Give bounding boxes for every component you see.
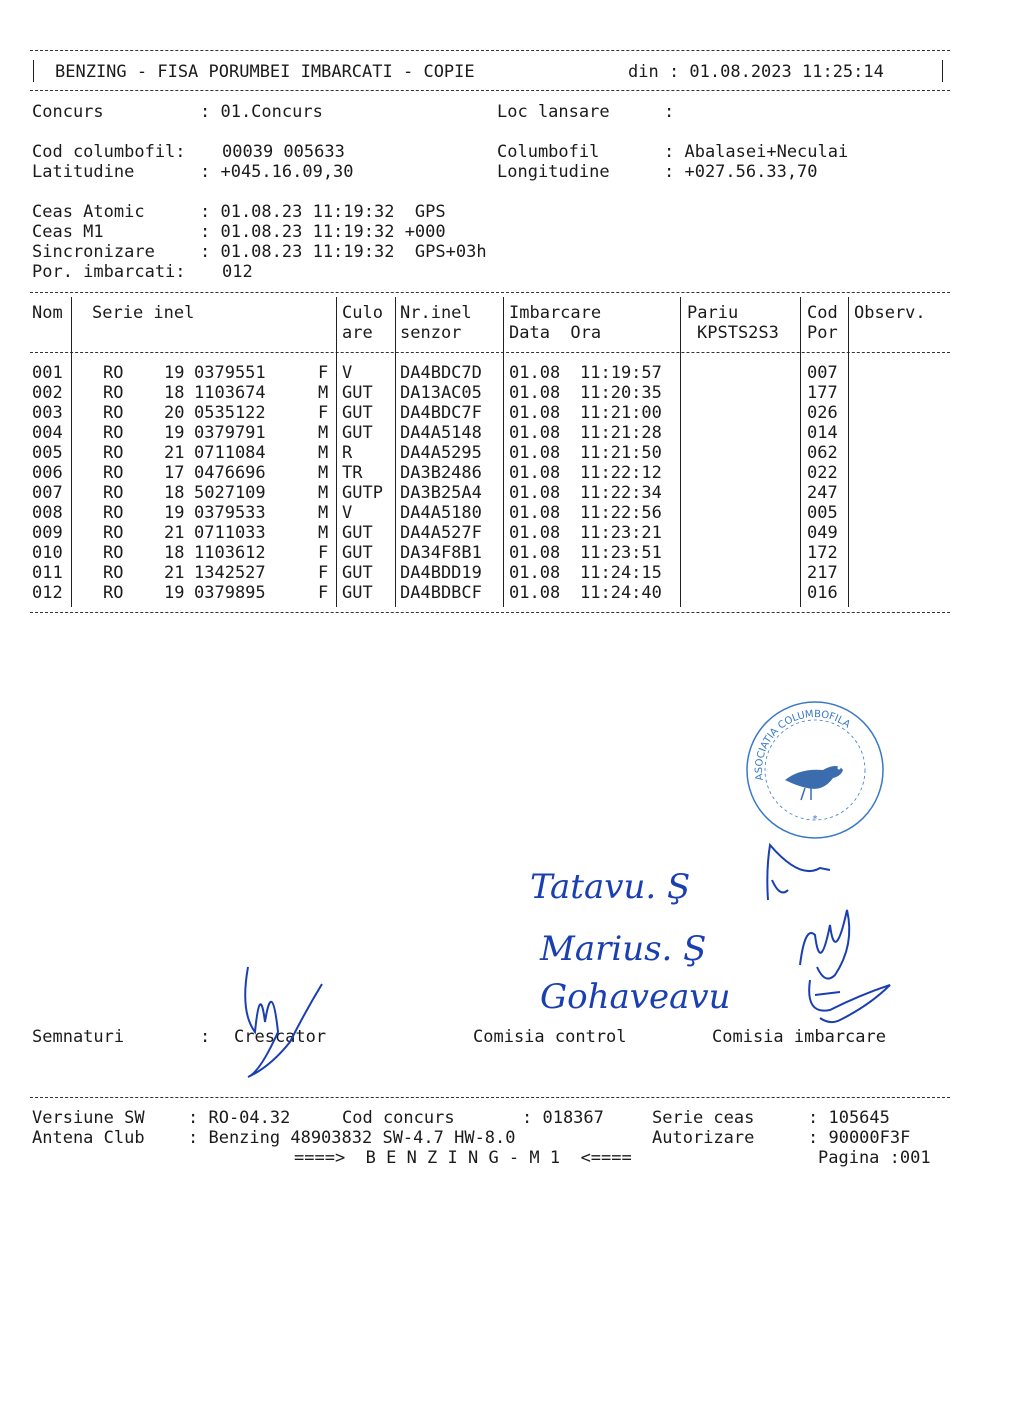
cell-an: 17 bbox=[164, 463, 185, 483]
semnaturi-colon: : bbox=[200, 1027, 211, 1047]
header-bottom-rule bbox=[30, 90, 950, 91]
handwritten-name-1 bbox=[530, 862, 760, 917]
cell-senzor: DA3B25A4 bbox=[400, 483, 482, 503]
cell-nom: 001 bbox=[32, 363, 63, 383]
svg-text:Tatavu. Ş: Tatavu. Ş bbox=[530, 867, 691, 907]
cell-data: 01.08 bbox=[509, 463, 561, 483]
cell-data: 01.08 bbox=[509, 423, 561, 443]
cod-columbofil-label: Cod columbofil: bbox=[32, 142, 186, 162]
col-culoare-header-1: Culo bbox=[342, 303, 383, 323]
antena-club-label: Antena Club bbox=[32, 1128, 145, 1148]
cell-cul: GUT bbox=[342, 423, 373, 443]
cell-tara: RO bbox=[103, 443, 124, 463]
cell-nom: 006 bbox=[32, 463, 63, 483]
cell-sex: M bbox=[318, 483, 329, 503]
cell-inel: 1103612 bbox=[194, 543, 266, 563]
cell-data: 01.08 bbox=[509, 403, 561, 423]
versiune-sw-value: : RO-04.32 bbox=[188, 1108, 291, 1128]
cell-senzor: DA34F8B1 bbox=[400, 543, 482, 563]
stamp-text: ASOCIATIA COLUMBOFILA bbox=[754, 708, 853, 782]
cell-cul: GUT bbox=[342, 403, 373, 423]
cell-inel: 1103674 bbox=[194, 383, 266, 403]
cell-sex: M bbox=[318, 423, 329, 443]
cell-nom: 007 bbox=[32, 483, 63, 503]
cell-senzor: DA4BDC7F bbox=[400, 403, 482, 423]
col-imbarcare-header-1: Imbarcare bbox=[509, 303, 602, 323]
cell-data: 01.08 bbox=[509, 563, 561, 583]
cell-tara: RO bbox=[103, 463, 124, 483]
cell-an: 18 bbox=[164, 483, 185, 503]
cell-ora: 11:24:40 bbox=[580, 583, 662, 603]
cell-cod: 022 bbox=[807, 463, 838, 483]
cell-sex: M bbox=[318, 503, 329, 523]
cell-inel: 0379533 bbox=[194, 503, 266, 523]
benzing-banner: ====> B E N Z I N G - M 1 <==== bbox=[294, 1148, 632, 1168]
header-left-border bbox=[33, 60, 34, 82]
cell-nom: 011 bbox=[32, 563, 63, 583]
cell-tara: RO bbox=[103, 383, 124, 403]
autorizare-value: : 90000F3F bbox=[808, 1128, 911, 1148]
cell-cul: GUTP bbox=[342, 483, 383, 503]
cell-tara: RO bbox=[103, 423, 124, 443]
cell-cod: 062 bbox=[807, 443, 838, 463]
cell-senzor: DA13AC05 bbox=[400, 383, 482, 403]
cell-nom: 009 bbox=[32, 523, 63, 543]
col-sep-4 bbox=[503, 297, 504, 607]
association-stamp bbox=[745, 700, 885, 840]
cod-concurs-label: Cod concurs bbox=[342, 1108, 455, 1128]
comisia-control-label: Comisia control bbox=[473, 1027, 627, 1047]
ceas-m1-label: Ceas M1 bbox=[32, 222, 104, 242]
cod-columbofil-value: 00039 005633 bbox=[222, 142, 345, 162]
latitudine-value: : +045.16.09,30 bbox=[200, 162, 354, 182]
cell-ora: 11:22:34 bbox=[580, 483, 662, 503]
svg-text:Marius. Ş: Marius. Ş bbox=[540, 929, 707, 969]
header-right-border bbox=[942, 60, 943, 82]
col-sep-1 bbox=[71, 297, 72, 607]
print-date: din : 01.08.2023 11:25:14 bbox=[628, 62, 884, 82]
ceas-m1-value: : 01.08.23 11:19:32 +000 bbox=[200, 222, 446, 242]
cell-nom: 012 bbox=[32, 583, 63, 603]
cell-cul: GUT bbox=[342, 583, 373, 603]
cell-nom: 004 bbox=[32, 423, 63, 443]
comisia-imbarcare-label: Comisia imbarcare bbox=[712, 1027, 886, 1047]
col-nrinel-header-1: Nr.inel bbox=[400, 303, 472, 323]
cell-ora: 11:24:15 bbox=[580, 563, 662, 583]
cell-sex: F bbox=[318, 403, 329, 423]
longitudine-label: Longitudine bbox=[497, 162, 610, 182]
handwritten-signature-1 bbox=[760, 840, 850, 915]
cell-cul: R bbox=[342, 443, 353, 463]
cell-nom: 003 bbox=[32, 403, 63, 423]
handwritten-name-2 bbox=[540, 922, 780, 977]
pigeon-icon bbox=[785, 766, 843, 800]
cell-inel: 0476696 bbox=[194, 463, 266, 483]
cell-senzor: DA4A5180 bbox=[400, 503, 482, 523]
cell-ora: 11:23:21 bbox=[580, 523, 662, 543]
cell-cod: 016 bbox=[807, 583, 838, 603]
autorizare-label: Autorizare bbox=[652, 1128, 755, 1148]
cell-ora: 11:22:12 bbox=[580, 463, 662, 483]
cell-tara: RO bbox=[103, 503, 124, 523]
cell-senzor: DA4BDC7D bbox=[400, 363, 482, 383]
cell-cod: 014 bbox=[807, 423, 838, 443]
cell-an: 20 bbox=[164, 403, 185, 423]
svg-text:Gohaveavu: Gohaveavu bbox=[540, 977, 731, 1017]
cell-cod: 217 bbox=[807, 563, 838, 583]
cell-an: 21 bbox=[164, 443, 185, 463]
cell-inel: 0379895 bbox=[194, 583, 266, 603]
col-cod-header-1: Cod bbox=[807, 303, 838, 323]
cell-sex: M bbox=[318, 463, 329, 483]
concurs-label: Concurs bbox=[32, 102, 104, 122]
crescator-signature bbox=[230, 962, 330, 1092]
svg-text:*: * bbox=[811, 814, 819, 825]
cell-tara: RO bbox=[103, 483, 124, 503]
cell-data: 01.08 bbox=[509, 383, 561, 403]
cell-cul: GUT bbox=[342, 523, 373, 543]
table-top-rule bbox=[30, 292, 950, 293]
cell-tara: RO bbox=[103, 403, 124, 423]
cod-concurs-value: : 018367 bbox=[522, 1108, 604, 1128]
col-serie-header: Serie inel bbox=[92, 303, 195, 323]
cell-ora: 11:21:50 bbox=[580, 443, 662, 463]
col-pariu-header-1: Pariu bbox=[687, 303, 739, 323]
columbofil-value: : Abalasei+Neculai bbox=[664, 142, 849, 162]
cell-senzor: DA4BDBCF bbox=[400, 583, 482, 603]
document-title: BENZING - FISA PORUMBEI IMBARCATI - COPIE bbox=[55, 62, 475, 82]
antena-club-value: : Benzing 48903832 SW-4.7 HW-8.0 bbox=[188, 1128, 516, 1148]
cell-tara: RO bbox=[103, 523, 124, 543]
col-nom-header: Nom bbox=[32, 303, 63, 323]
cell-ora: 11:22:56 bbox=[580, 503, 662, 523]
cell-an: 21 bbox=[164, 563, 185, 583]
cell-nom: 010 bbox=[32, 543, 63, 563]
loc-lansare-value: : bbox=[664, 102, 675, 122]
cell-ora: 11:23:51 bbox=[580, 543, 662, 563]
cell-sex: F bbox=[318, 563, 329, 583]
porumbei-imbarcati-value: 012 bbox=[222, 262, 253, 282]
col-cod-header-2: Por bbox=[807, 323, 838, 343]
cell-ora: 11:21:00 bbox=[580, 403, 662, 423]
cell-data: 01.08 bbox=[509, 363, 561, 383]
cell-an: 19 bbox=[164, 363, 185, 383]
cell-nom: 005 bbox=[32, 443, 63, 463]
cell-inel: 0535122 bbox=[194, 403, 266, 423]
cell-cod: 172 bbox=[807, 543, 838, 563]
col-pariu-header-2: KPSTS2S3 bbox=[697, 323, 779, 343]
cell-inel: 0379551 bbox=[194, 363, 266, 383]
cell-data: 01.08 bbox=[509, 523, 561, 543]
cell-an: 18 bbox=[164, 383, 185, 403]
cell-an: 19 bbox=[164, 503, 185, 523]
cell-tara: RO bbox=[103, 563, 124, 583]
cell-inel: 1342527 bbox=[194, 563, 266, 583]
cell-cul: V bbox=[342, 503, 353, 523]
longitudine-value: : +027.56.33,70 bbox=[664, 162, 818, 182]
handwritten-name-3 bbox=[540, 972, 800, 1027]
col-sep-5 bbox=[680, 297, 681, 607]
cell-cul: GUT bbox=[342, 383, 373, 403]
cell-ora: 11:19:57 bbox=[580, 363, 662, 383]
cell-ora: 11:20:35 bbox=[580, 383, 662, 403]
serie-ceas-value: : 105645 bbox=[808, 1108, 890, 1128]
col-culoare-header-2: are bbox=[342, 323, 373, 343]
porumbei-imbarcati-label: Por. imbarcati: bbox=[32, 262, 186, 282]
cell-tara: RO bbox=[103, 543, 124, 563]
cell-data: 01.08 bbox=[509, 583, 561, 603]
table-bottom-rule bbox=[30, 612, 950, 613]
cell-an: 18 bbox=[164, 543, 185, 563]
cell-an: 21 bbox=[164, 523, 185, 543]
table-header-rule bbox=[30, 352, 950, 353]
cell-sex: M bbox=[318, 523, 329, 543]
page-number: Pagina :001 bbox=[818, 1148, 931, 1168]
cell-sex: M bbox=[318, 383, 329, 403]
cell-senzor: DA4A5295 bbox=[400, 443, 482, 463]
cell-an: 19 bbox=[164, 583, 185, 603]
sincronizare-value: : 01.08.23 11:19:32 GPS+03h bbox=[200, 242, 487, 262]
cell-cod: 177 bbox=[807, 383, 838, 403]
cell-data: 01.08 bbox=[509, 443, 561, 463]
cell-ora: 11:21:28 bbox=[580, 423, 662, 443]
cell-inel: 5027109 bbox=[194, 483, 266, 503]
latitudine-label: Latitudine bbox=[32, 162, 135, 182]
cell-data: 01.08 bbox=[509, 543, 561, 563]
header-top-rule bbox=[30, 50, 950, 51]
col-nrinel-header-2: senzor bbox=[400, 323, 462, 343]
cell-cod: 007 bbox=[807, 363, 838, 383]
ceas-atomic-value: : 01.08.23 11:19:32 GPS bbox=[200, 202, 446, 222]
loc-lansare-label: Loc lansare bbox=[497, 102, 610, 122]
sincronizare-label: Sincronizare bbox=[32, 242, 155, 262]
semnaturi-label: Semnaturi bbox=[32, 1027, 125, 1047]
cell-senzor: DA3B2486 bbox=[400, 463, 482, 483]
cell-cod: 026 bbox=[807, 403, 838, 423]
crescator-label: Crescator bbox=[234, 1027, 327, 1047]
serie-ceas-label: Serie ceas bbox=[652, 1108, 755, 1128]
cell-cod: 005 bbox=[807, 503, 838, 523]
footer-top-rule bbox=[30, 1097, 950, 1098]
col-sep-7 bbox=[848, 297, 849, 607]
cell-sex: F bbox=[318, 583, 329, 603]
cell-tara: RO bbox=[103, 363, 124, 383]
cell-sex: F bbox=[318, 363, 329, 383]
cell-inel: 0711033 bbox=[194, 523, 266, 543]
cell-nom: 002 bbox=[32, 383, 63, 403]
cell-cul: GUT bbox=[342, 543, 373, 563]
col-sep-6 bbox=[800, 297, 801, 607]
cell-tara: RO bbox=[103, 583, 124, 603]
col-observ-header: Observ. bbox=[854, 303, 926, 323]
cell-cod: 049 bbox=[807, 523, 838, 543]
col-imbarcare-header-2: Data Ora bbox=[509, 323, 602, 343]
cell-an: 19 bbox=[164, 423, 185, 443]
ceas-atomic-label: Ceas Atomic bbox=[32, 202, 145, 222]
cell-senzor: DA4A5148 bbox=[400, 423, 482, 443]
cell-nom: 008 bbox=[32, 503, 63, 523]
cell-data: 01.08 bbox=[509, 503, 561, 523]
col-sep-3 bbox=[395, 297, 396, 607]
columbofil-label: Columbofil bbox=[497, 142, 600, 162]
cell-inel: 0711084 bbox=[194, 443, 266, 463]
cell-cod: 247 bbox=[807, 483, 838, 503]
concurs-value: : 01.Concurs bbox=[200, 102, 323, 122]
handwritten-signature-3 bbox=[800, 970, 900, 1035]
cell-senzor: DA4BDD19 bbox=[400, 563, 482, 583]
cell-sex: M bbox=[318, 443, 329, 463]
cell-data: 01.08 bbox=[509, 483, 561, 503]
col-sep-2 bbox=[336, 297, 337, 607]
cell-sex: F bbox=[318, 543, 329, 563]
cell-cul: TR bbox=[342, 463, 363, 483]
cell-inel: 0379791 bbox=[194, 423, 266, 443]
cell-cul: V bbox=[342, 363, 353, 383]
cell-senzor: DA4A527F bbox=[400, 523, 482, 543]
cell-cul: GUT bbox=[342, 563, 373, 583]
versiune-sw-label: Versiune SW bbox=[32, 1108, 145, 1128]
